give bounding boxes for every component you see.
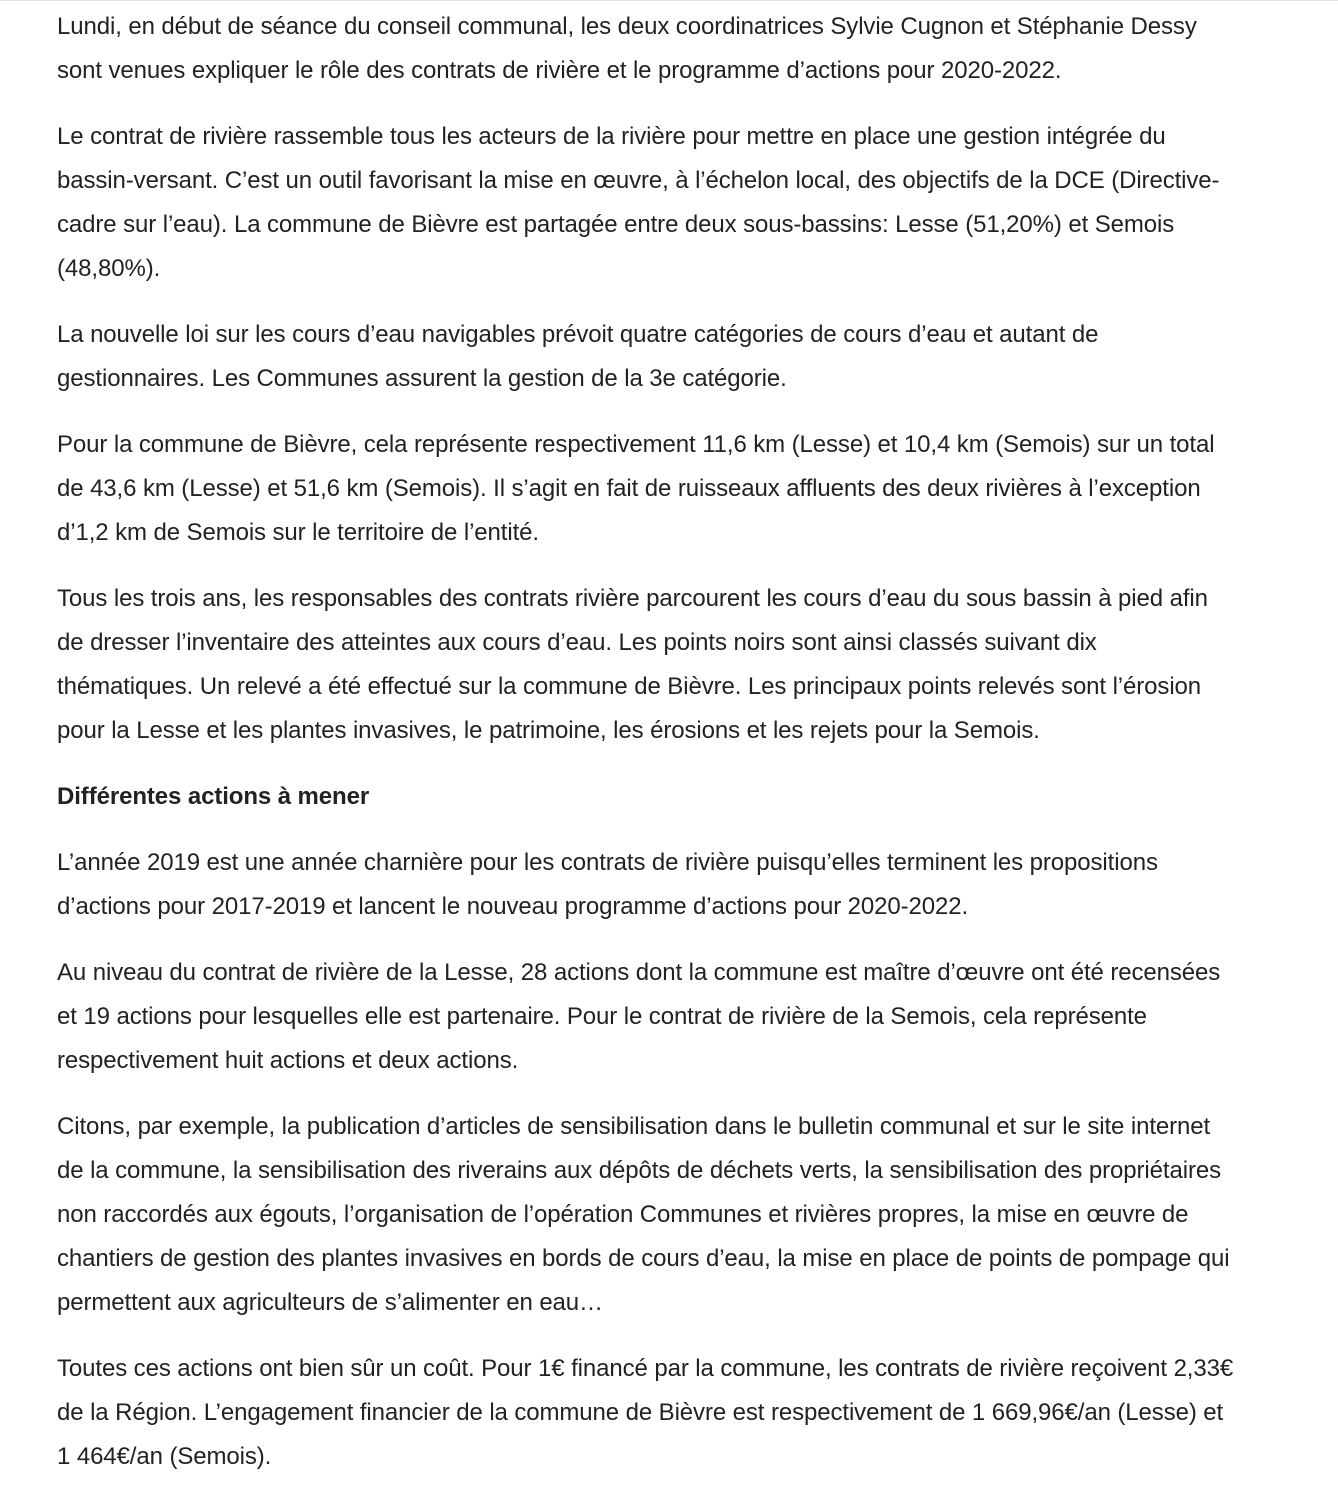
paragraph-intro: Lundi, en début de séance du conseil communal, les deux coordinatrices Sylvie Cugnon et Stéphanie Dessy sont venues expliquer le rôle des contrats de rivière et le programme d’actions pour 2020-2022.	[57, 13, 1197, 84]
paragraph-river-contract: Le contrat de rivière rassemble tous les acteurs de la rivière pour mettre en place une gestion intégrée du bassin-versant. C’est un outil favorisant la mise en œuvre, à l’échelon local, des objectifs de la DCE (Directive-cadre sur l’eau). La commune de Bièvre est partagée entre deux sous-bassins: Lesse (51,20%) et Semois (48,80%).	[57, 123, 1220, 282]
paragraph-actions-count: Au niveau du contrat de rivière de la Lesse, 28 actions dont la commune est maître d’œuvre ont été recensées et 19 actions pour lesquelles elle est partenaire. Pour le contrat de rivière de la Semois, cela représente respectivement huit actions et deux actions.	[57, 959, 1221, 1074]
article-body	[57, 5, 1237, 1501]
paragraph-examples: Citons, par exemple, la publication d’articles de sensibilisation dans le bulletin communal et sur le site internet de la commune, la sensibilisation des riverains aux dépôts de déchets verts, la sensibilisation des propriétaires non raccordés aux égouts, l’organisation de l’opération Communes et rivières propres, la mise en œuvre de chantiers de gestion des plantes invasives en bords de cours d’eau, la mise en place de points de pompage qui permettent aux agriculteurs de s’alimenter en eau…	[57, 1113, 1230, 1316]
section-subheading: Différentes actions à mener	[57, 783, 370, 810]
paragraph-distances: Pour la commune de Bièvre, cela représente respectivement 11,6 km (Lesse) et 10,4 km (Semois) sur un total de 43,6 km (Lesse) et 51,6 km (Semois). Il s’agit en fait de ruisseaux affluents des deux rivières à l’exception d’1,2 km de Semois sur le territoire de l’entité.	[57, 431, 1215, 546]
paragraph-costs: Toutes ces actions ont bien sûr un coût. Pour 1€ financé par la commune, les contrats de rivière reçoivent 2,33€ de la Région. L’engagement financier de la commune de Bièvre est respectivement de 1 669,96€/an (Lesse) et 1 464€/an (Semois).	[57, 1355, 1234, 1470]
paragraph-inventory: Tous les trois ans, les responsables des contrats rivière parcourent les cours d’eau du sous bassin à pied afin de dresser l’inventaire des atteintes aux cours d’eau. Les points noirs sont ainsi classés suivant dix thématiques. Un relevé a été effectué sur la commune de Bièvre. Les principaux points relevés sont l’érosion pour la Lesse et les plantes invasives, le patrimoine, les érosions et les rejets pour la Semois.	[57, 585, 1208, 744]
paragraph-year-2019: L’année 2019 est une année charnière pour les contrats de rivière puisqu’elles terminent les propositions d’actions pour 2017-2019 et lancent le nouveau programme d’actions pour 2020-2022.	[57, 849, 1158, 920]
paragraph-new-law: La nouvelle loi sur les cours d’eau navigables prévoit quatre catégories de cours d’eau et autant de gestionnaires. Les Communes assurent la gestion de la 3e catégorie.	[57, 321, 1099, 392]
